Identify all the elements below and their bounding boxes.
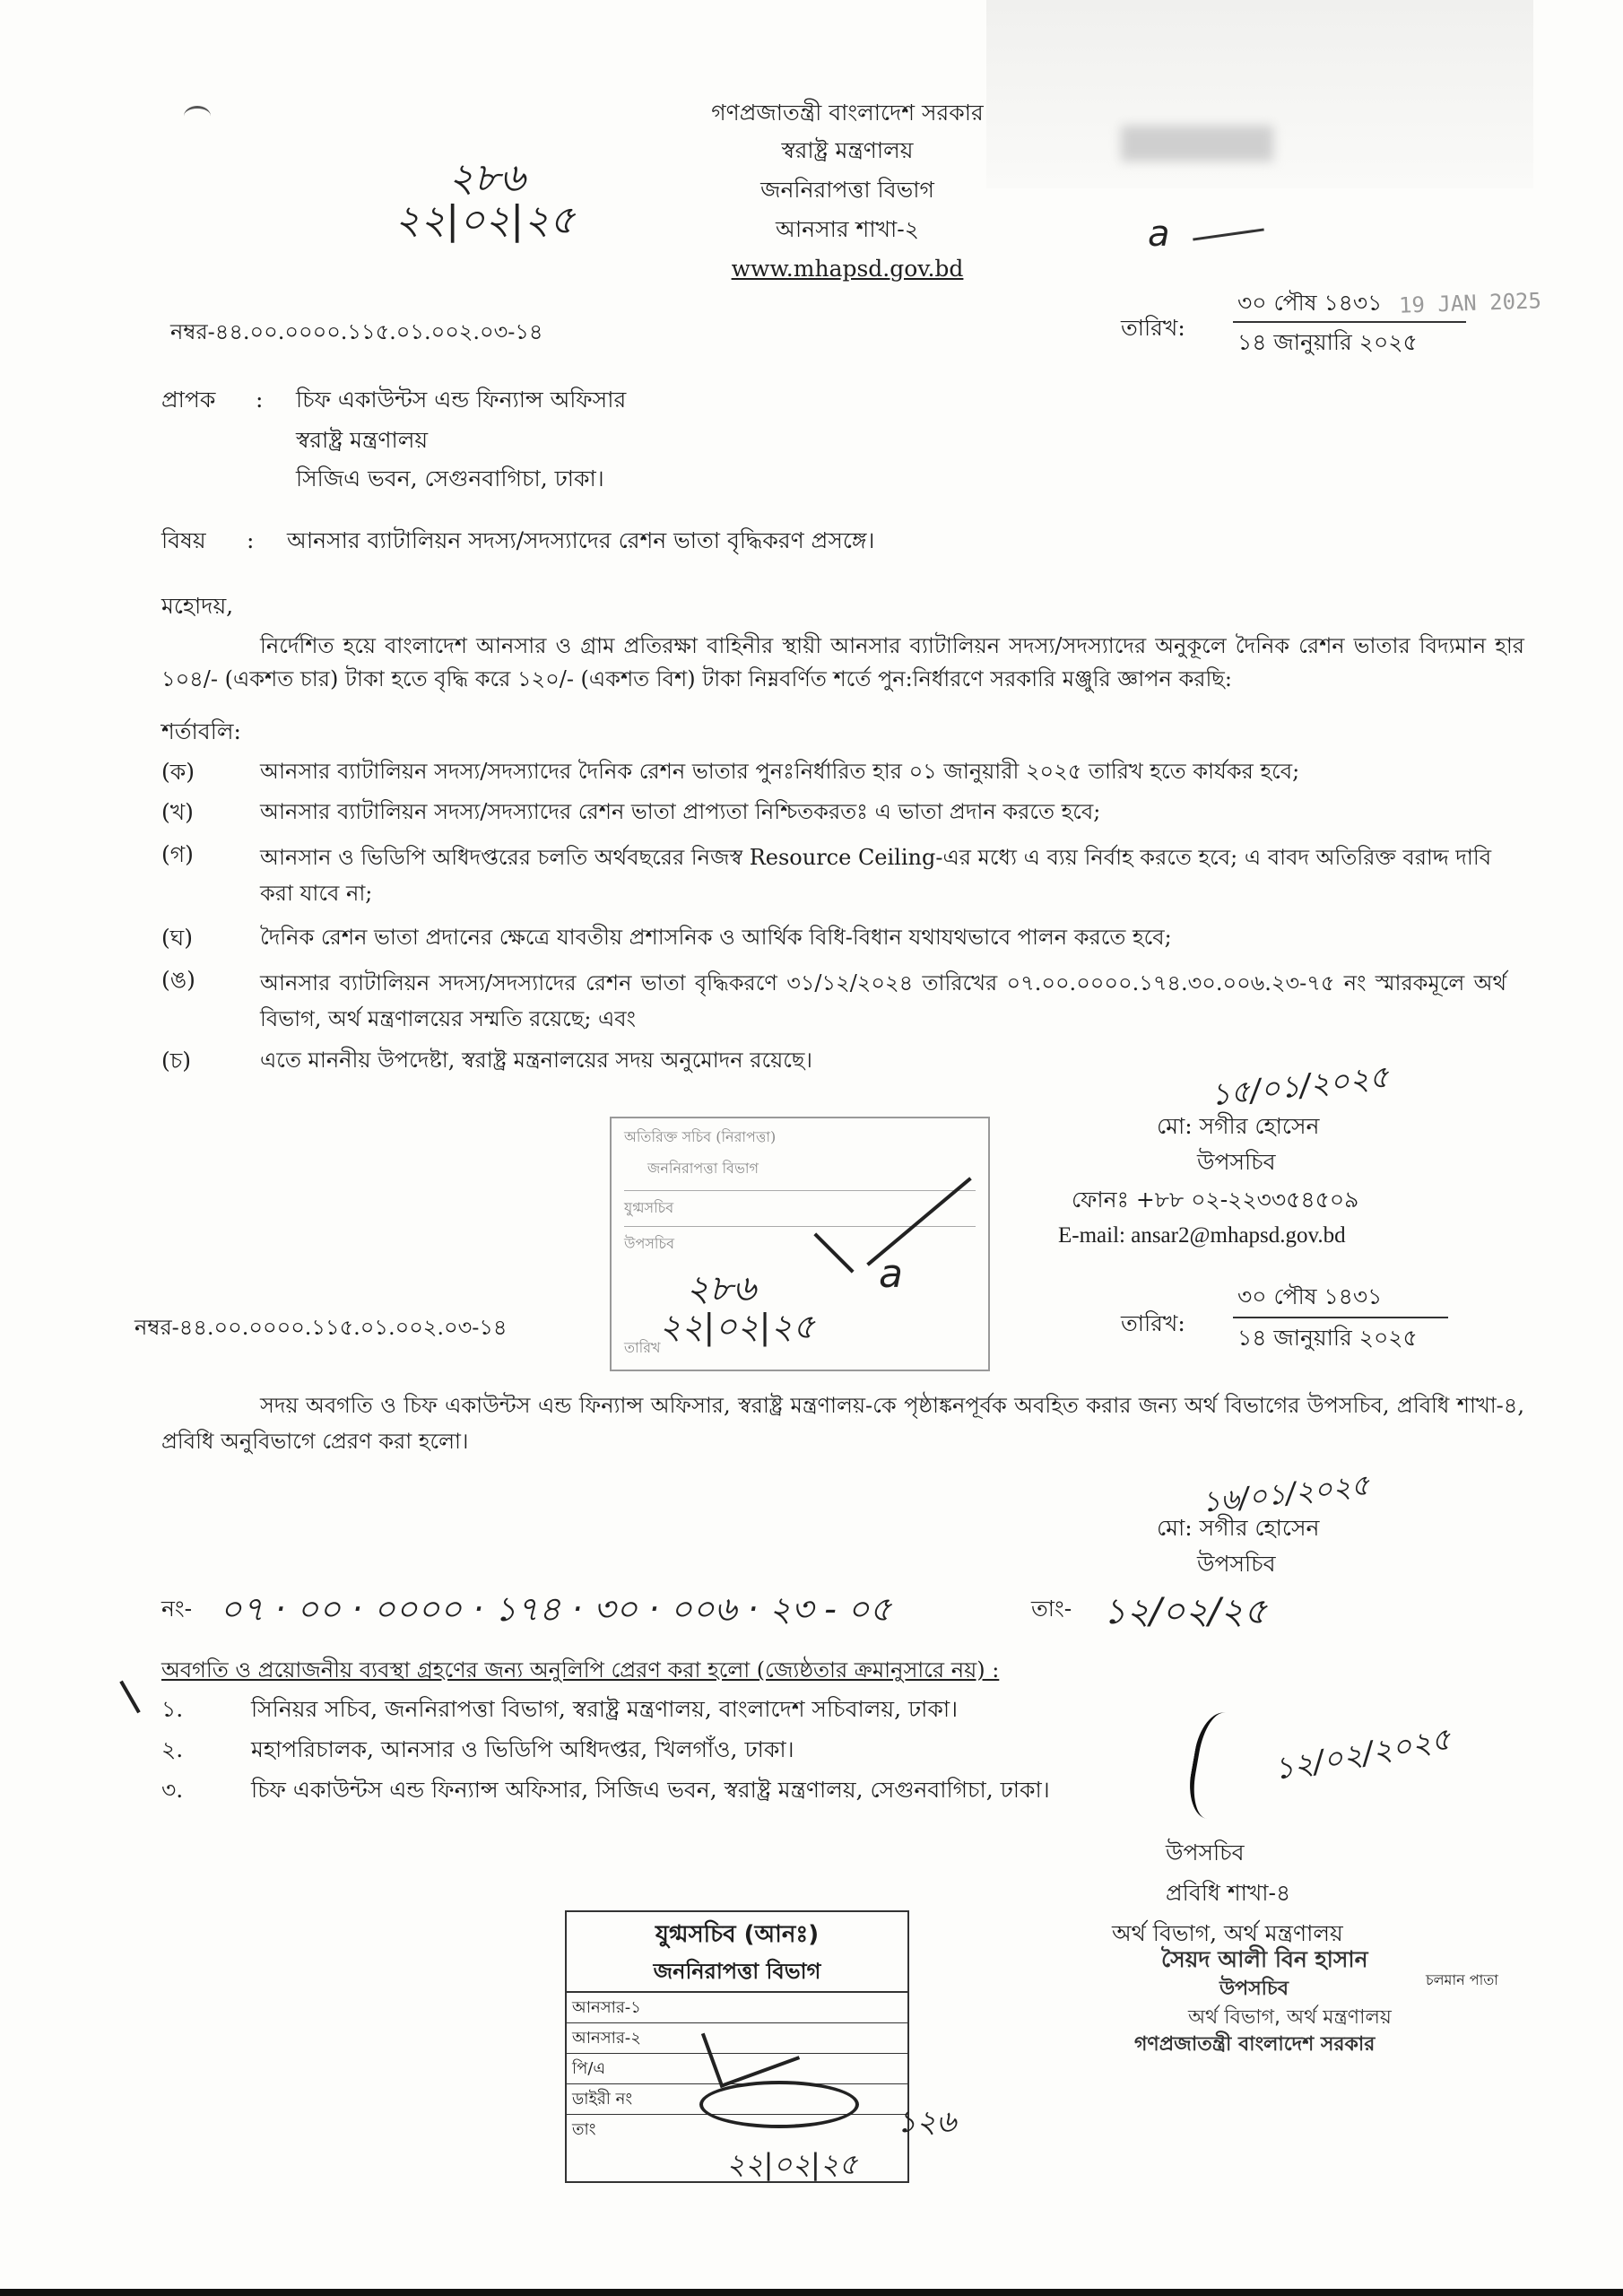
date-bengali-copy: ৩০ পৌষ ১৪৩১ [1237, 1283, 1383, 1309]
stamp-title [567, 1912, 907, 1993]
copy-intro: অবগতি ও প্রয়োজনীয় ব্যবস্থা গ্রহণের জন্য অনুলিপি প্রেরণ করা হলো (জ্যেষ্ঠতার ক্রমানুসারে নয়) : [161, 1657, 1000, 1683]
endorsement-signatory-name: মো: সগীর হোসেন [1157, 1515, 1320, 1541]
faded-stamp-line: জননিরাপত্তা বিভাগ [647, 1160, 759, 1177]
finance-date-label: তাং- [1031, 1596, 1072, 1622]
condition-text: আনসার ব্যাটালিয়ন সদস্য/সদস্যাদের রেশন ভাতা প্রাপ্যতা নিশ্চিতকরতঃ এ ভাতা প্রদান করতে হবে; [260, 799, 1101, 824]
continuation-note: চলমান পাতা [1426, 1971, 1498, 1988]
condition-label: (ক) [161, 759, 195, 785]
date-label-copy: তারিখ: [1121, 1310, 1185, 1336]
condition-text: আনসান ও ভিডিপি অধিদপ্তরের চলতি অর্থবছরের নিজস্ব Resource Ceiling-এর মধ্যে এ ব্যয় নির্বাহ করতে হবে; এ বাবদ অতিরিক্ত বরাদ্দ দাবি করা যাবে না; [260, 845, 1492, 906]
seal-dept: অর্থ বিভাগ, অর্থ মন্ত্রণালয় [1188, 2006, 1392, 2029]
copy-recipient: সিনিয়র সচিব, জননিরাপত্তা বিভাগ, স্বরাষ্ট্র মন্ত্রণালয়, বাংলাদেশ সচিবালয়, ঢাকা। [251, 1696, 959, 1722]
handwritten-reference: ০৭ · ০০ · ০০০০ · ১৭৪ · ৩০ · ০০৬ · ২৩ - ০৫ [220, 1589, 892, 1629]
memo-number-copy: নম্বর-৪৪.০০.০০০০.১১৫.০১.০০২.০৩-১৪ [135, 1315, 508, 1340]
scan-edge [0, 2289, 1623, 2296]
recipient-label: প্রাপক [161, 387, 216, 413]
recipient-line3: সিজিএ ভবন, সেগুনবাগিচা, ঢাকা। [296, 465, 604, 491]
subject-text: আনসার ব্যাটালিয়ন সদস্য/সদস্যাদের রেশন ভাতা বৃদ্ধিকরণ প্রসঙ্গে। [287, 527, 875, 553]
stamp-row: তাং [572, 2120, 596, 2139]
recipient-line1: চিফ একাউন্টস এন্ড ফিন্যান্স অফিসার [296, 387, 627, 413]
signatory-email: E-mail: ansar2@mhapsd.gov.bd [1058, 1223, 1346, 1248]
condition-label: (চ) [161, 1048, 191, 1074]
salutation: মহোদয়, [161, 593, 234, 619]
received-date-stamp: 19 JAN 2025 [1398, 288, 1542, 318]
stamp-row: আনসার-১ [567, 1993, 907, 2023]
date-bengali: ৩০ পৌষ ১৪৩১ [1237, 290, 1383, 316]
recipient-separator: : [256, 387, 264, 413]
stamp-row: আনসার-২ [567, 2023, 907, 2054]
handwritten-diary-date: ২২|০২|২৫ [726, 2147, 858, 2181]
body-paragraph: নির্দেশিত হয়ে বাংলাদেশ আনসার ও গ্রাম প্রতিরক্ষা বাহিনীর স্থায়ী আনসার ব্যাটালিয়ন সদস্য/সদস্যাদের অনুকূলে দৈনিক রেশন ভাতার বিদ্যমান হার ১০৪/- (একশত চার) টাকা হতে বৃদ্ধি করে ১২০/- (একশত বিশ) টাকা নিম্নবর্ণিত শর্তে পুন:নির্ধারণে সরকারি মঞ্জুরি জ্ঞাপন করছি: [161, 633, 1524, 692]
stamp-scribble [699, 2081, 859, 2128]
endorsement-text: সদয় অবগতি ও চিফ একাউন্টস এন্ড ফিন্যান্স অফিসার, স্বরাষ্ট্র মন্ত্রণালয়-কে পৃষ্ঠাঙ্কনপূর্বক অবহিত করার জন্য অর্থ বিভাগের উপসচিব, প্রবিধি শাখা-৪, প্রবিধি অনুবিভাগে প্রেরণ করা হলো। [161, 1393, 1524, 1454]
handwritten-signature-3: ১২/০২/২০২৫ [1271, 1721, 1454, 1788]
punch-mark [184, 106, 211, 126]
finance-signatory-designation: উপসচিব [1166, 1839, 1245, 1866]
finance-signatory-branch: প্রবিধি শাখা-৪ [1166, 1880, 1291, 1906]
seal-name: সৈয়দ আলী বিন হাসান [1161, 1946, 1368, 1972]
copy-number: ১. [161, 1696, 184, 1722]
website-link[interactable]: www.mhapsd.gov.bd [731, 256, 964, 282]
header-ministry: স্বরাষ্ট্র মন্ত্রণালয় [781, 137, 914, 163]
signatory-phone: ফোনঃ +৮৮ ০২-২২৩৩৫৪৫০৯ [1072, 1187, 1359, 1213]
stamp-title-line1: যুগ্মসচিব (আনঃ) [655, 1921, 820, 1948]
tick-mark [119, 1681, 140, 1714]
condition-text: দৈনিক রেশন ভাতা প্রদানের ক্ষেত্রে যাবতীয় প্রশাসনিক ও আর্থিক বিধি-বিধান যথাযথভাবে পালন করতে হবে; [260, 925, 1172, 950]
conditions-title: শর্তাবলি: [161, 718, 241, 744]
header-branch: আনসার শাখা-২ [776, 216, 919, 242]
faded-stamp-line: অতিরিক্ত সচিব (নিরাপত্তা) [624, 1128, 777, 1145]
handwritten-signature-2: ১৬/০১/২০২৫ [1200, 1467, 1372, 1519]
faded-stamp-line: উপসচিব [624, 1226, 976, 1257]
condition-label: (ঙ) [161, 967, 195, 993]
condition-label: (গ) [161, 841, 194, 867]
signature-flourish [1184, 1709, 1260, 1824]
stamp-row: পি/এ [567, 2054, 907, 2084]
date-divider-copy [1233, 1317, 1448, 1318]
subject-separator: : [247, 527, 255, 553]
copy-recipient: চিফ একাউন্টস এন্ড ফিন্যান্স অফিসার, সিজিএ ভবন, স্বরাষ্ট্র মন্ত্রণালয়, সেগুনবাগিচা, ঢাকা। [251, 1777, 1050, 1803]
faded-stamp-line: তারিখ [624, 1339, 661, 1356]
handwritten-diary-number: ১২৬ [897, 2104, 957, 2140]
header-website[interactable] [659, 255, 1036, 284]
handwritten-signature-1: ১৫/০১/২০২৫ [1209, 1058, 1391, 1114]
stamp-title-line2: জননিরাপত্তা বিভাগ [653, 1959, 821, 1984]
date-divider [1233, 321, 1466, 323]
copy-number: ৩. [161, 1777, 184, 1803]
handwritten-initial: a [1148, 213, 1170, 255]
initial-stroke [1193, 228, 1264, 240]
signatory-designation: উপসচিব [1197, 1149, 1276, 1175]
handwritten-receipt-date: ২২|০২|২৫ [395, 197, 576, 243]
handwritten-initial-2: a [879, 1251, 903, 1297]
handwritten-stamp-number: ২৮৬ [686, 1268, 756, 1309]
copy-number: ২. [161, 1736, 184, 1762]
finance-no-label: নং- [161, 1596, 193, 1622]
handwritten-receipt-number: ২৮৬ [448, 155, 525, 201]
recipient-line2: স্বরাষ্ট্র মন্ত্রণালয় [296, 427, 429, 453]
condition-label: (খ) [161, 799, 194, 825]
date-label: তারিখ: [1121, 315, 1185, 341]
copy-recipient: মহাপরিচালক, আনসার ও ভিডিপি অধিদপ্তর, খিলগাঁও, ঢাকা। [251, 1736, 794, 1762]
header-division: জননিরাপত্তা বিভাগ [760, 177, 934, 203]
subject-label: বিষয় [161, 527, 206, 553]
condition-text: আনসার ব্যাটালিয়ন সদস্য/সদস্যাদের দৈনিক রেশন ভাতার পুনঃনির্ধারিত হার ০১ জানুয়ারী ২০২৫ তারিখ হতে কার্যকর হবে; [260, 759, 1300, 784]
date-english: ১৪ জানুয়ারি ২০২৫ [1237, 329, 1418, 355]
seal-government: গণপ্রজাতন্ত্রী বাংলাদেশ সরকার [1134, 2033, 1376, 2056]
smudge [1121, 126, 1273, 161]
condition-label: (ঘ) [161, 925, 193, 951]
signatory-name: মো: সগীর হোসেন [1157, 1113, 1320, 1139]
memo-number: নম্বর-৪৪.০০.০০০০.১১৫.০১.০০২.০৩-১৪ [170, 319, 543, 344]
header-government: গণপ্রজাতন্ত্রী বাংলাদেশ সরকার [711, 100, 984, 126]
seal-designation: উপসচিব [1219, 1978, 1289, 2000]
condition-text: এতে মাননীয় উপদেষ্টা, স্বরাষ্ট্র মন্ত্রনালয়ের সদয় অনুমোদন রয়েছে। [260, 1048, 812, 1073]
faded-stamp-line: যুগ্মসচিব [624, 1190, 976, 1221]
endorsement-signatory-designation: উপসচিব [1197, 1551, 1276, 1577]
finance-signatory-dept: অর্থ বিভাগ, অর্থ মন্ত্রণালয় [1112, 1920, 1343, 1946]
condition-text: আনসার ব্যাটালিয়ন সদস্য/সদস্যাদের রেশন ভাতা বৃদ্ধিকরণে ৩১/১২/২০২৪ তারিখের ০৭.০০.০০০০.১৭৪.৩০.০০৬.২৩-৭৫ নং স্মারকমূলে অর্থ বিভাগ, অর্থ মন্ত্রণালয়ের সম্মতি রয়েছে; এবং [260, 970, 1506, 1031]
handwritten-finance-date: ১২/০২/২৫ [1103, 1591, 1267, 1632]
date-english-copy: ১৪ জানুয়ারি ২০২৫ [1237, 1325, 1418, 1351]
handwritten-stamp-date: ২২|০২|২৫ [659, 1307, 815, 1346]
stamp-row: ডাইরী নং [567, 2084, 907, 2115]
